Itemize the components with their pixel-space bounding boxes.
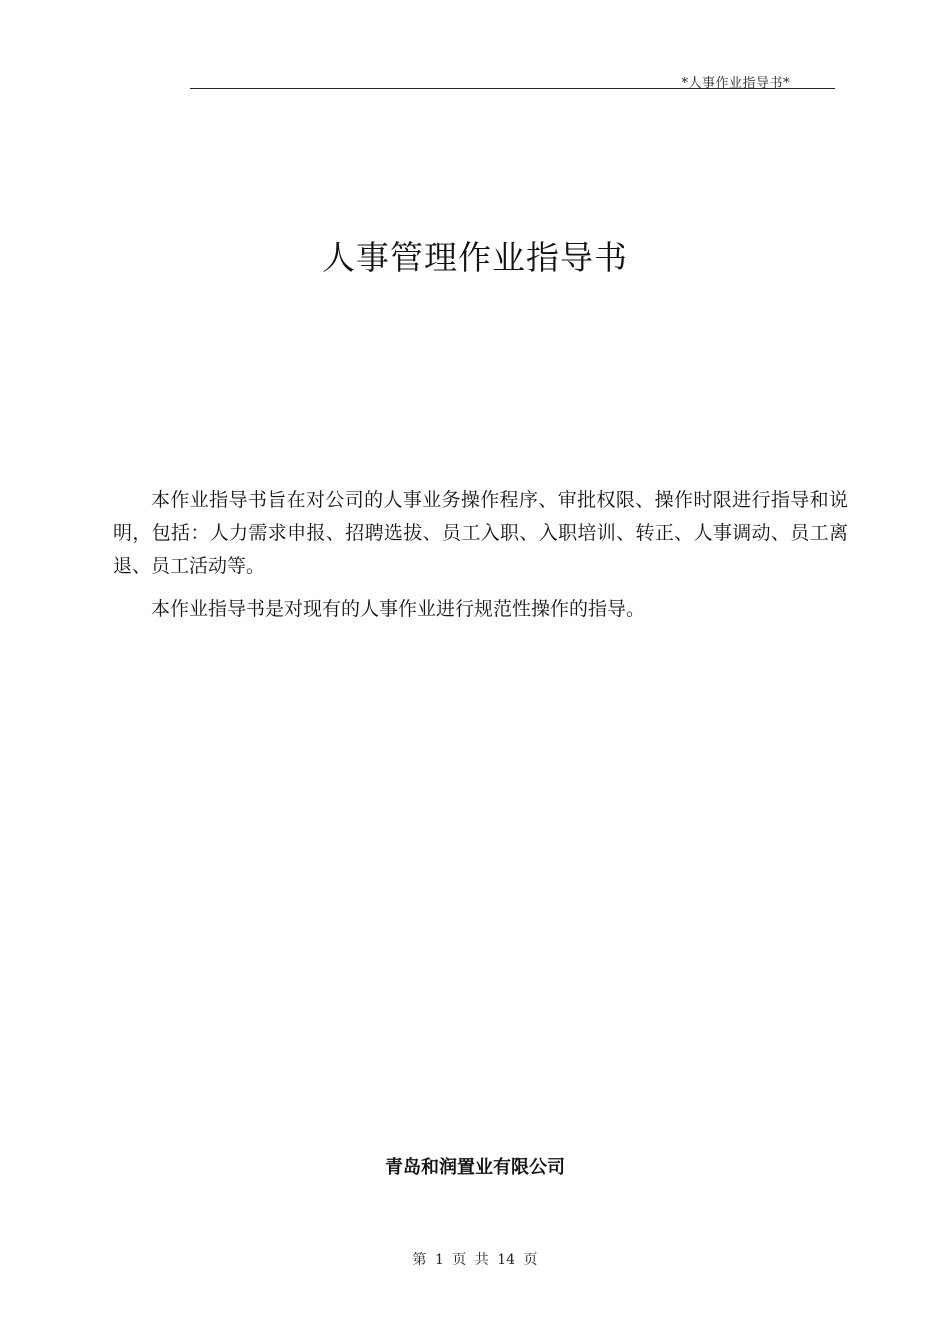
intro-paragraph: 本作业指导书旨在对公司的人事业务操作程序、审批权限、操作时限进行指导和说明，包括：人力需求申报、招聘选拔、员工入职、入职培训、转正、人事调动、员工离退、员工活动等。 <box>113 489 848 577</box>
running-header: *人事作业指导书* <box>681 76 790 91</box>
scope-paragraph: 本作业指导书是对现有的人事作业进行规范性操作的指导。 <box>151 598 646 620</box>
page-number: 第 1 页 共 14 页 <box>412 1252 538 1268</box>
company-name: 青岛和润置业有限公司 <box>385 1157 565 1178</box>
document-title: 人事管理作业指导书 <box>322 238 628 278</box>
header-divider <box>190 88 835 89</box>
document-body <box>113 484 848 636</box>
